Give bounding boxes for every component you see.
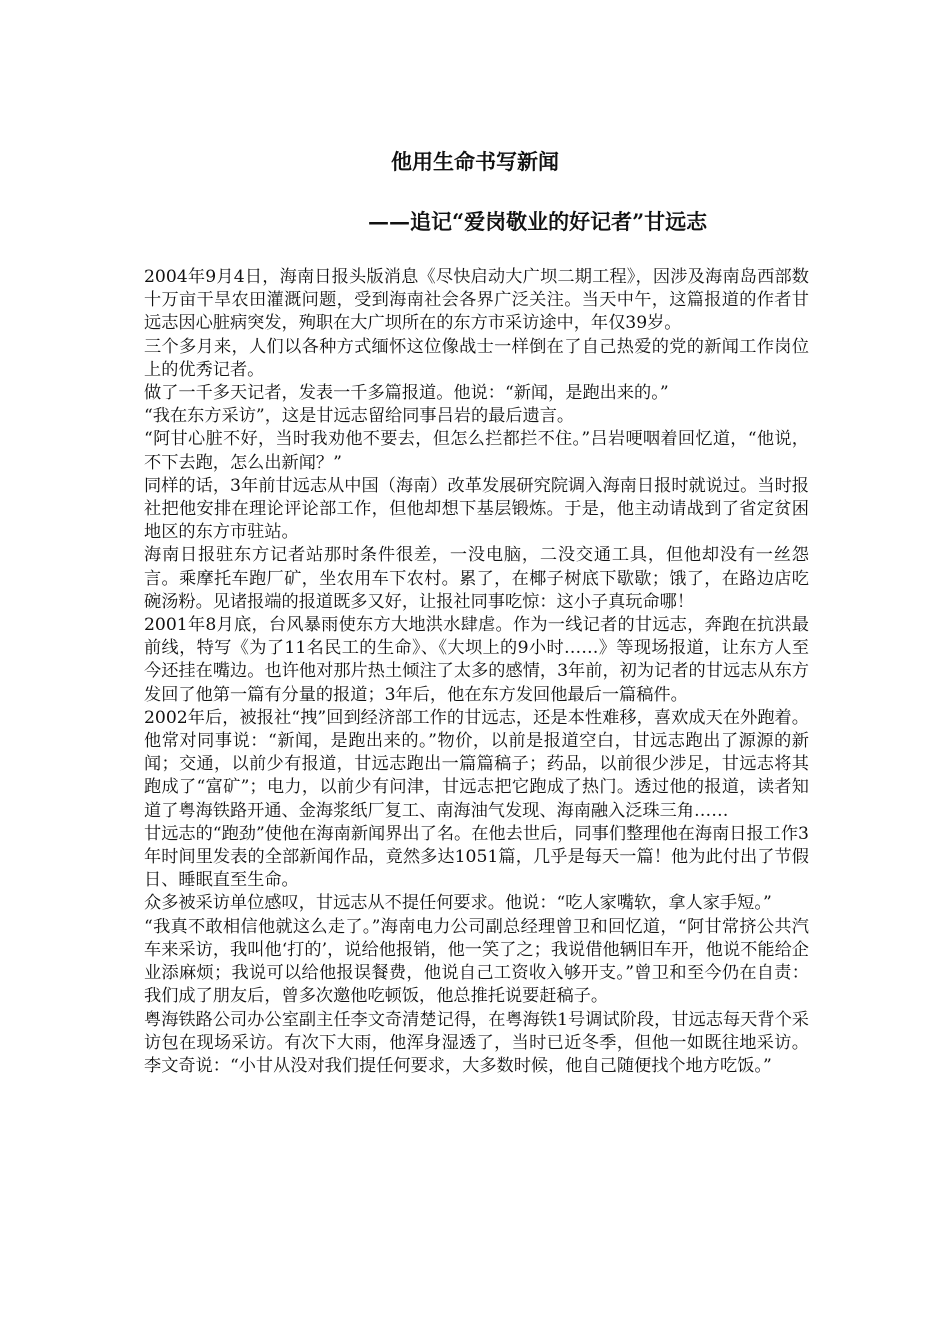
paragraph: 2001年8月底，台风暴雨使东方大地洪水肆虐。作为一线记者的甘远志，奔跑在抗洪最前线，特写《为了11名民工的生命》、《大坝上的9小时……》等现场报道，让东方人至今还挂在嘴边。也许他对那片热土倾注了太多的感情，3年前，初为记者的甘远志从东方发回了他第一篇有分量的报道；3年后，他在东方发回他最后一篇稿件。 bbox=[144, 615, 809, 705]
paragraph: 2002年后，被报社“拽”回到经济部工作的甘远志，还是本性难移，喜欢成天在外跑着。他常对同事说：“新闻，是跑出来的。”物价，以前是报道空白，甘远志跑出了源源的新闻；交通，以前少有报道，甘远志跑出一篇篇稿子；药品，以前很少涉足，甘远志将其跑成了“富矿”；电力，以前少有问津，甘远志把它跑成了热门。透过他的报道，读者知道了粤海铁路开通、金海浆纸厂复工、南海油气发现、海南融入泛珠三角…… bbox=[144, 707, 809, 821]
document-title: 他用生命书写新闻 bbox=[391, 149, 559, 174]
paragraph: 众多被采访单位感叹，甘远志从不提任何要求。他说：“吃人家嘴软，拿人家手短。” bbox=[144, 893, 772, 914]
paragraph: 海南日报驻东方记者站那时条件很差，一没电脑，二没交通工具，但他却没有一丝怨言。乘摩托车跑厂矿，坐农用车下农村。累了，在椰子树底下歇歇；饿了，在路边店吃碗汤粉。见诸报端的报道既多又好，让报社同事吃惊：这小子真玩命哪！ bbox=[144, 545, 809, 612]
document-subtitle: ——追记“爱岗敬业的好记者”甘远志 bbox=[368, 209, 708, 234]
paragraph: 做了一千多天记者，发表一千多篇报道。他说：“新闻，是跑出来的。” bbox=[144, 383, 669, 404]
paragraph: “我在东方采访”，这是甘远志留给同事吕岩的最后遗言。 bbox=[144, 406, 575, 427]
article-body bbox=[144, 266, 809, 1078]
paragraph: 三个多月来，人们以各种方式缅怀这位像战士一样倒在了自己热爱的党的新闻工作岗位上的优秀记者。 bbox=[144, 336, 809, 380]
paragraph: 同样的话，3年前甘远志从中国（海南）改革发展研究院调入海南日报时就说过。当时报社把他安排在理论评论部工作，但他却想下基层锻炼。于是，他主动请战到了省定贫困地区的东方市驻站。 bbox=[144, 475, 809, 543]
paragraph: 甘远志的“跑劲”使他在海南新闻界出了名。在他去世后，同事们整理他在海南日报工作3年时间里发表的全部新闻作品，竟然多达1051篇，几乎是每天一篇！他为此付出了节假日、睡眠直至生命。 bbox=[144, 823, 809, 891]
paragraph: 2004年9月4日，海南日报头版消息《尽快启动大广坝二期工程》，因涉及海南岛西部数十万亩干旱农田灌溉问题，受到海南社会各界广泛关注。当天中午，这篇报道的作者甘远志因心脏病突发，殉职在大广坝所在的东方市采访途中，年仅39岁。 bbox=[144, 267, 809, 334]
paragraph: “阿甘心脏不好，当时我劝他不要去，但怎么拦都拦不住。”吕岩哽咽着回忆道，“他说，不下去跑，怎么出新闻？” bbox=[144, 429, 809, 473]
paragraph: “我真不敢相信他就这么走了。”海南电力公司副总经理曾卫和回忆道，“阿甘常挤公共汽车来采访，我叫他‘打的’，说给他报销，他一笑了之；我说借他辆旧车开，他说不能给企业添麻烦；我说可以给他报误餐费，他说自己工资收入够开支。”曾卫和至今仍在自责：我们成了朋友后，曾多次邀他吃顿饭，他总推托说要赶稿子。 bbox=[144, 916, 809, 1007]
paragraph: 粤海铁路公司办公室副主任李文奇清楚记得，在粤海铁1号调试阶段，甘远志每天背个采访包在现场采访。有次下大雨，他浑身湿透了，当时已近冬季，但他一如既往地采访。李文奇说：“小甘从没对我们提任何要求，大多数时候，他自己随便找个地方吃饭。” bbox=[144, 1009, 809, 1076]
